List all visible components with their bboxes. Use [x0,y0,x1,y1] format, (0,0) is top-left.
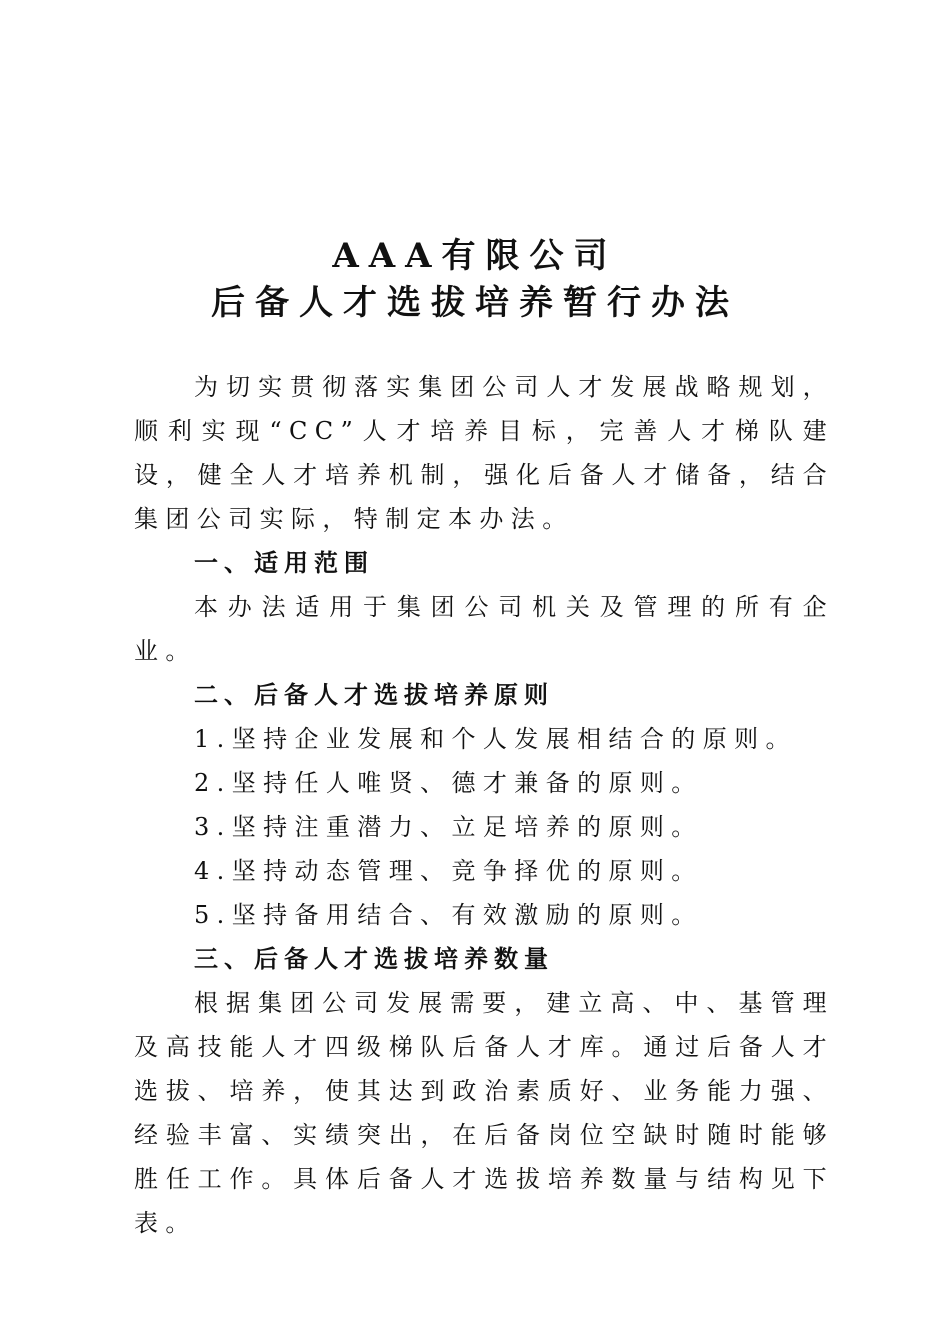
principle-item-5: 5.坚持备用结合、有效激励的原则。 [194,901,703,929]
principle-item-2: 2.坚持任人唯贤、德才兼备的原则。 [194,769,703,797]
section-2-heading: 二、后备人才选拔培养原则 [194,681,554,709]
section-3-text: 根据集团公司发展需要，建立高、中、基管理及高技能人才四级梯队后备人才库。通过后备人才选拔、培养，使其达到政治素质好、业务能力强、经验丰富、实绩突出，在后备岗位空缺时随时能够胜任工作。具体后备人才选拔培养数量与结构见下表。 [134,989,834,1237]
section-3-heading: 三、后备人才选拔培养数量 [194,945,554,973]
principle-item-4: 4.坚持动态管理、竞争择优的原则。 [194,857,703,885]
document-title-main: 后备人才选拔培养暂行办法 [211,283,739,323]
section-1-text: 本办法适用于集团公司机关及管理的所有企业。 [134,593,834,665]
intro-paragraph: 为切实贯彻落实集团公司人才发展战略规划，顺利实现“CC”人才培养目标，完善人才梯队建设，健全人才培养机制，强化后备人才储备，结合集团公司实际，特制定本办法。 [134,373,834,533]
section-1-heading: 一、适用范围 [194,549,374,577]
document-body [134,365,834,1245]
principle-item-3: 3.坚持注重潜力、立足培养的原则。 [194,813,703,841]
document-title-company: AAA有限公司 [332,236,618,276]
principle-item-1: 1.坚持企业发展和个人发展相结合的原则。 [194,725,797,753]
